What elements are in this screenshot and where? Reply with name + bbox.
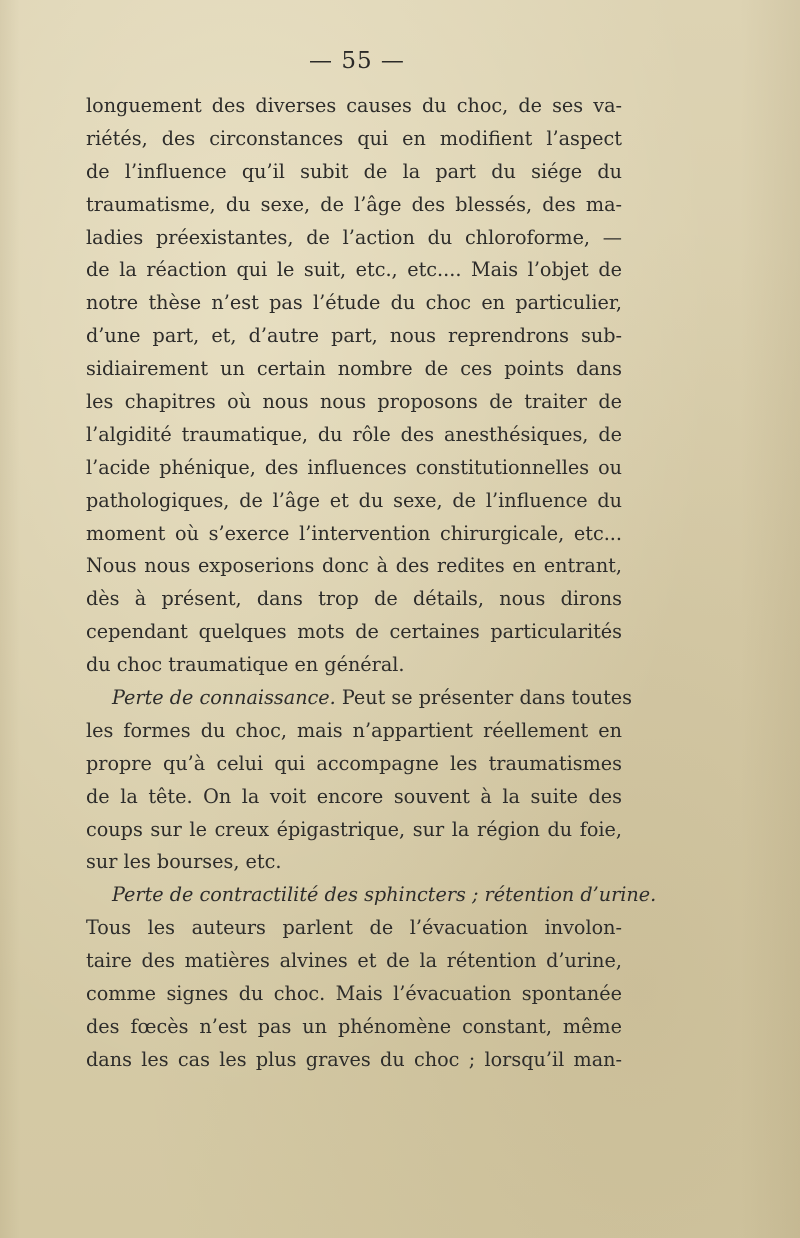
- text-line: [86, 583, 622, 616]
- text-run: dans les cas les plus graves du choc ; lorsqu’il man-: [86, 1047, 622, 1071]
- text-line: [86, 682, 633, 715]
- text-line: [86, 846, 622, 879]
- text-line: [86, 550, 622, 583]
- text-line: [86, 814, 622, 847]
- text-run: traumatisme, du sexe, de l’âge des blessés, des ma-: [86, 192, 622, 216]
- text-run: Nous nous exposerions donc à des redites en entrant,: [86, 554, 622, 578]
- text-run: l’acide phénique, des influences constitutionnelles ou: [86, 455, 622, 479]
- page-edge-shading-right: [740, 0, 800, 1238]
- text-run: moment où s’exerce l’intervention chirurgicale, etc...: [86, 521, 622, 545]
- text-line: [86, 649, 622, 682]
- italic-heading: Perte de connaissance.: [112, 686, 336, 710]
- text-line: [86, 781, 622, 814]
- text-run: de l’influence qu’il subit de la part du siége du: [86, 159, 622, 183]
- text-run: sidiairement un certain nombre de ces points dans: [86, 357, 622, 381]
- text-run: les formes du choc, mais n’appartient réellement en: [86, 718, 622, 742]
- text-line: [86, 452, 622, 485]
- text-line: [86, 616, 622, 649]
- text-line: [86, 254, 622, 287]
- text-line: [86, 715, 622, 748]
- text-run: coups sur le creux épigastrique, sur la région du foie,: [86, 817, 622, 841]
- text-line: [86, 386, 622, 419]
- text-line: [86, 485, 622, 518]
- text-run: d’une part, et, d’autre part, nous reprendrons sub-: [86, 324, 622, 348]
- text-run: pathologiques, de l’âge et du sexe, de l’influence du: [86, 488, 622, 512]
- text-line: [86, 912, 622, 945]
- text-line: [86, 1011, 622, 1044]
- text-run: cependant quelques mots de certaines particularités: [86, 620, 622, 644]
- text-line: [86, 90, 622, 123]
- text-run: comme signes du choc. Mais l’évacuation spontanée: [86, 982, 622, 1006]
- text-run: notre thèse n’est pas l’étude du choc en particulier,: [86, 291, 622, 315]
- text-run: de la réaction qui le suit, etc., etc.... Mais l’objet de: [86, 258, 622, 282]
- text-line: [86, 123, 622, 156]
- italic-heading: Perte de contractilité des sphincters ; rétention d’urine.: [112, 883, 657, 907]
- text-line: [86, 353, 622, 386]
- text-run: les chapitres où nous nous proposons de traiter de: [86, 390, 622, 414]
- text-run: de la tête. On la voit encore souvent à la suite des: [86, 784, 622, 808]
- text-run: longuement des diverses causes du choc, de ses va-: [86, 94, 622, 117]
- text-line: [86, 156, 622, 189]
- text-run: des fœcès n’est pas un phénomène constant, même: [86, 1014, 622, 1038]
- page-edge-shading-left: [0, 0, 20, 1238]
- text-line: [86, 978, 622, 1011]
- text-line: [86, 287, 622, 320]
- text-line: [86, 189, 622, 222]
- text-run: sur les bourses, etc.: [86, 850, 282, 874]
- text-run: du choc traumatique en général.: [86, 653, 405, 677]
- text-run: l’algidité traumatique, du rôle des anesthésiques, de: [86, 422, 622, 446]
- page-number: — 55 —: [309, 48, 405, 74]
- text-line: [86, 1044, 622, 1077]
- text-run: ladies préexistantes, de l’action du chloroforme, —: [86, 225, 622, 249]
- text-line: [86, 518, 622, 551]
- text-line: [86, 320, 622, 353]
- text-line: [86, 748, 622, 781]
- text-run: riétés, des circonstances qui en modifient l’aspect: [86, 126, 622, 150]
- text-line: [86, 222, 622, 255]
- text-run: taire des matières alvines et de la rétention d’urine,: [86, 949, 622, 973]
- text-run: propre qu’à celui qui accompagne les traumatismes: [86, 751, 622, 775]
- text-line: [86, 419, 622, 452]
- text-run: Peut se présenter dans toutes: [335, 686, 633, 710]
- text-line: [86, 879, 657, 912]
- text-line: [86, 945, 622, 978]
- text-run: Tous les auteurs parlent de l’évacuation involon-: [86, 916, 622, 940]
- body-text: [86, 90, 657, 1077]
- text-run: dès à présent, dans trop de détails, nous dirons: [86, 587, 622, 611]
